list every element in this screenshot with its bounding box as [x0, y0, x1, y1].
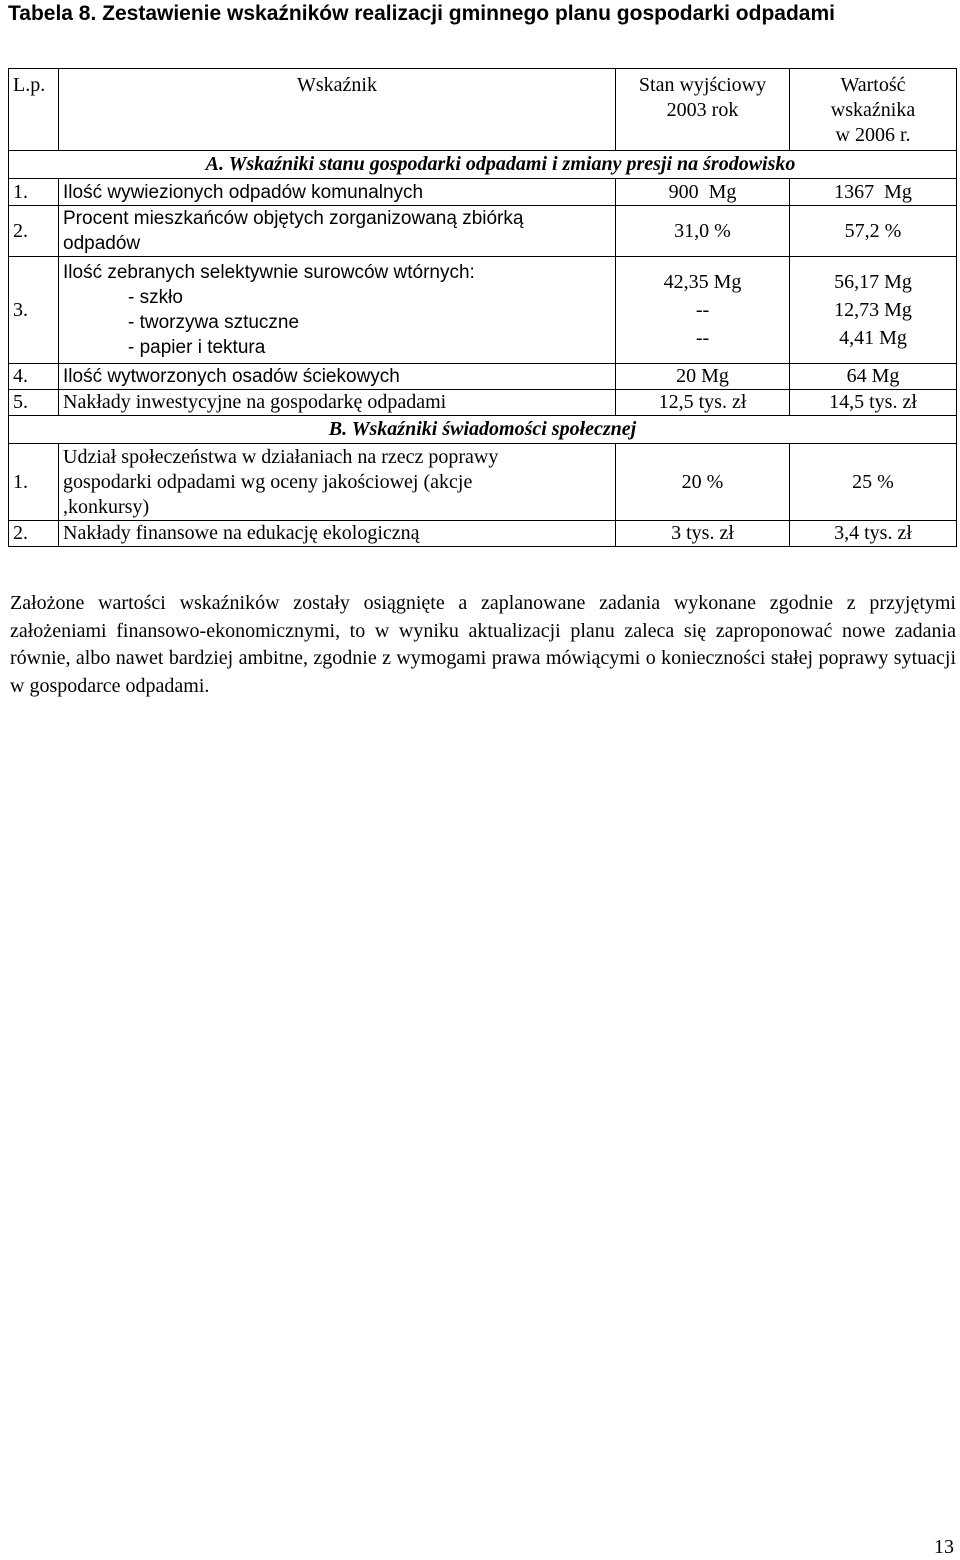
row-baseline: 20 % — [616, 444, 790, 521]
row-target: 64 Mg — [790, 364, 957, 390]
header-baseline — [616, 69, 790, 151]
row-lp: 2. — [9, 521, 59, 547]
header-baseline-line2: 2003 rok — [666, 99, 739, 121]
summary-paragraph: Założone wartości wskaźników zostały osiągnięte a zaplanowane zadania wykonane zgodnie z przyjętymi założeniami finansowo-ekonomicznymi, to w wyniku aktualizacji planu zaleca się zaproponować nowe zadania równie, albo nawet bardziej ambitne, zgodnie z wymogami prawa mówiącymi o konieczności stałej poprawy sytuacji w gospodarce odpadami. — [10, 592, 956, 697]
row-label — [59, 257, 616, 364]
row-baseline: 3 tys. zł — [616, 521, 790, 547]
row-label — [59, 444, 616, 521]
target-glass: 56,17 Mg — [834, 271, 912, 293]
row-label — [59, 206, 616, 257]
table-header-row — [9, 69, 957, 151]
row-baseline: 20 Mg — [616, 364, 790, 390]
baseline-plastics: -- — [695, 299, 710, 321]
indicators-table — [8, 68, 957, 547]
row-label: Ilość wytworzonych osadów ściekowych — [59, 364, 616, 390]
table-title: Tabela 8. Zestawienie wskaźników realizacji gminnego planu gospodarki odpadami — [8, 2, 835, 25]
row-lp: 5. — [9, 390, 59, 416]
row-lp: 2. — [9, 206, 59, 257]
section-b-row — [9, 416, 957, 444]
row-label-line2: gospodarki odpadami wg oceny jakościowej (akcje — [63, 470, 473, 493]
table-row — [9, 390, 957, 416]
table-row — [9, 444, 957, 521]
page-number: 13 — [934, 1536, 954, 1558]
row-baseline: 12,5 tys. zł — [616, 390, 790, 416]
target-plastics: 12,73 Mg — [834, 299, 912, 321]
section-b-heading: B. Wskaźniki świadomości społecznej — [9, 416, 957, 444]
table-row — [9, 521, 957, 547]
header-target-line1: Wartość — [840, 74, 906, 96]
table-row — [9, 257, 957, 364]
table-row — [9, 179, 957, 206]
row-label-line3: ,konkursy) — [63, 495, 150, 518]
row-label: Nakłady finansowe na edukację ekologiczną — [59, 521, 616, 547]
baseline-paper: -- — [695, 327, 710, 349]
row-lp: 1. — [9, 444, 59, 521]
header-baseline-line1: Stan wyjściowy — [638, 74, 767, 96]
table-row — [9, 364, 957, 390]
row-label: Ilość wywiezionych odpadów komunalnych — [59, 179, 616, 206]
row-baseline: 31,0 % — [616, 206, 790, 257]
row-baseline: 900 Mg — [616, 179, 790, 206]
header-target-line3: w 2006 r. — [835, 124, 911, 146]
row-label-line1: Procent mieszkańców objętych zorganizowaną zbiórką — [63, 208, 524, 229]
section-a-row — [9, 151, 957, 179]
sub-item-plastics: - tworzywa sztuczne — [128, 312, 300, 333]
row-label-main: Ilość zebranych selektywnie surowców wtórnych: — [63, 262, 475, 283]
header-target-line2: wskaźnika — [830, 99, 916, 121]
row-label-line1: Udział społeczeństwa w działaniach na rzecz poprawy — [63, 445, 499, 468]
table-row — [9, 206, 957, 257]
target-paper: 4,41 Mg — [839, 327, 907, 349]
baseline-glass: 42,35 Mg — [663, 271, 742, 293]
row-label-line2: odpadów — [63, 233, 141, 254]
header-target — [790, 69, 957, 151]
row-target — [790, 257, 957, 364]
row-target: 3,4 tys. zł — [790, 521, 957, 547]
sub-item-paper: - papier i tektura — [128, 337, 266, 358]
row-target: 25 % — [790, 444, 957, 521]
row-target: 57,2 % — [790, 206, 957, 257]
row-lp: 4. — [9, 364, 59, 390]
row-lp: 3. — [9, 257, 59, 364]
row-label: Nakłady inwestycyjne na gospodarkę odpadami — [59, 390, 616, 416]
section-a-heading: A. Wskaźniki stanu gospodarki odpadami i zmiany presji na środowisko — [9, 151, 957, 179]
row-lp: 1. — [9, 179, 59, 206]
header-lp: L.p. — [9, 69, 59, 151]
row-baseline — [616, 257, 790, 364]
sub-item-glass: - szkło — [128, 287, 183, 308]
header-indicator: Wskaźnik — [59, 69, 616, 151]
row-target: 1367 Mg — [790, 179, 957, 206]
row-target: 14,5 tys. zł — [790, 390, 957, 416]
